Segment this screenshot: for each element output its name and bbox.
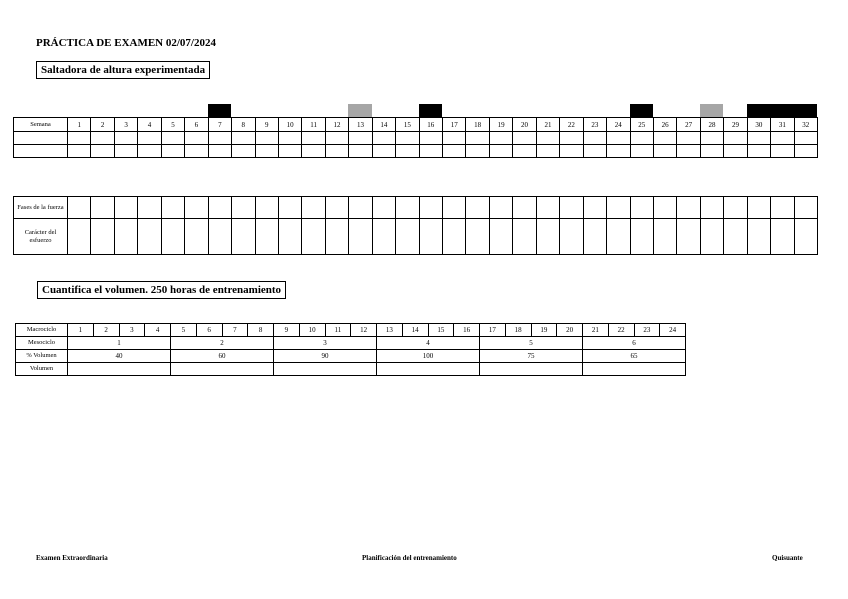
meso-volume-pct: 100 bbox=[377, 350, 480, 363]
meso-volume-pct: 65 bbox=[583, 350, 686, 363]
week-cell[interactable] bbox=[560, 219, 583, 255]
week-cell[interactable] bbox=[607, 132, 630, 145]
week-cell[interactable] bbox=[349, 132, 372, 145]
week-cell[interactable] bbox=[68, 197, 91, 219]
week-cell[interactable] bbox=[114, 197, 137, 219]
week-mark-black bbox=[419, 104, 442, 117]
week-label: Semana bbox=[14, 118, 68, 132]
week-cell[interactable] bbox=[536, 132, 559, 145]
week-cell[interactable] bbox=[513, 219, 536, 255]
week-cell[interactable] bbox=[583, 145, 606, 158]
week-cell[interactable] bbox=[255, 132, 278, 145]
week-number: 6 bbox=[185, 118, 208, 132]
week-cell[interactable] bbox=[396, 132, 419, 145]
week-number: 14 bbox=[372, 118, 395, 132]
macro-number: 17 bbox=[480, 324, 506, 337]
week-cell[interactable] bbox=[91, 145, 114, 158]
week-cell[interactable] bbox=[325, 197, 348, 219]
week-cell[interactable] bbox=[443, 197, 466, 219]
week-mark-gray bbox=[348, 104, 371, 117]
week-cell[interactable] bbox=[396, 197, 419, 219]
week-cell[interactable] bbox=[302, 132, 325, 145]
week-cell[interactable] bbox=[724, 197, 747, 219]
week-cell[interactable] bbox=[583, 197, 606, 219]
week-cell[interactable] bbox=[677, 219, 700, 255]
macro-number: 2 bbox=[93, 324, 119, 337]
macro-number: 5 bbox=[171, 324, 197, 337]
week-empty-row bbox=[14, 132, 818, 145]
week-cell[interactable] bbox=[91, 132, 114, 145]
phase-row-effort bbox=[14, 219, 818, 255]
macro-number: 24 bbox=[660, 324, 686, 337]
week-cell[interactable] bbox=[114, 219, 137, 255]
week-cell[interactable] bbox=[443, 219, 466, 255]
week-cell[interactable] bbox=[232, 132, 255, 145]
week-cell[interactable] bbox=[349, 219, 372, 255]
meso-number: 4 bbox=[377, 337, 480, 350]
week-cell[interactable] bbox=[255, 197, 278, 219]
week-cell[interactable] bbox=[232, 145, 255, 158]
week-number: 15 bbox=[396, 118, 419, 132]
macro-number: 19 bbox=[531, 324, 557, 337]
week-cell[interactable] bbox=[325, 132, 348, 145]
week-cell[interactable] bbox=[161, 219, 184, 255]
week-cell[interactable] bbox=[489, 219, 512, 255]
phase-label-strength: Fases de la fuerza bbox=[14, 197, 68, 219]
week-header-row bbox=[14, 118, 818, 132]
week-cell[interactable] bbox=[747, 197, 770, 219]
week-cell[interactable] bbox=[419, 145, 442, 158]
week-number: 9 bbox=[255, 118, 278, 132]
section-title-athlete: Saltadora de altura experimentada bbox=[36, 61, 210, 79]
meso-number: 6 bbox=[583, 337, 686, 350]
week-mark-black bbox=[747, 104, 770, 117]
week-number: 25 bbox=[630, 118, 653, 132]
week-cell[interactable] bbox=[677, 197, 700, 219]
week-cell[interactable] bbox=[747, 132, 770, 145]
week-number: 12 bbox=[325, 118, 348, 132]
week-cell[interactable] bbox=[114, 132, 137, 145]
week-cell[interactable] bbox=[653, 219, 676, 255]
week-cell[interactable] bbox=[513, 197, 536, 219]
week-number: 3 bbox=[114, 118, 137, 132]
week-cell[interactable] bbox=[419, 197, 442, 219]
week-cell[interactable] bbox=[560, 197, 583, 219]
week-cell[interactable] bbox=[700, 219, 723, 255]
week-cell[interactable] bbox=[794, 145, 817, 158]
week-mark-gray bbox=[700, 104, 723, 117]
week-cell[interactable] bbox=[653, 145, 676, 158]
phase-label-effort: Carácter del esfuerzo bbox=[14, 219, 68, 255]
week-cell[interactable] bbox=[255, 219, 278, 255]
meso-volume-pct: 60 bbox=[171, 350, 274, 363]
week-cell[interactable] bbox=[513, 132, 536, 145]
week-cell[interactable] bbox=[68, 132, 91, 145]
week-cell[interactable] bbox=[771, 132, 794, 145]
week-number: 20 bbox=[513, 118, 536, 132]
week-cell[interactable] bbox=[185, 219, 208, 255]
macro-number: 3 bbox=[119, 324, 145, 337]
week-cell[interactable] bbox=[794, 197, 817, 219]
week-mark-black bbox=[770, 104, 793, 117]
week-number: 28 bbox=[700, 118, 723, 132]
meso-row bbox=[16, 337, 686, 350]
week-cell[interactable] bbox=[138, 197, 161, 219]
week-number: 30 bbox=[747, 118, 770, 132]
week-cell[interactable] bbox=[302, 145, 325, 158]
meso-volume-pct: 90 bbox=[274, 350, 377, 363]
week-cell[interactable] bbox=[419, 132, 442, 145]
week-cell[interactable] bbox=[630, 219, 653, 255]
meso-volume-cell[interactable] bbox=[68, 363, 171, 376]
macro-number: 9 bbox=[274, 324, 300, 337]
week-cell[interactable] bbox=[443, 145, 466, 158]
week-number: 10 bbox=[278, 118, 301, 132]
week-cell[interactable] bbox=[325, 145, 348, 158]
week-mark-black bbox=[630, 104, 653, 117]
macro-number: 7 bbox=[222, 324, 248, 337]
week-cell[interactable] bbox=[372, 145, 395, 158]
week-cell[interactable] bbox=[255, 145, 278, 158]
week-cell[interactable] bbox=[724, 132, 747, 145]
week-cell[interactable] bbox=[794, 132, 817, 145]
vol-label: Volumen bbox=[16, 363, 68, 376]
week-number: 13 bbox=[349, 118, 372, 132]
week-cell[interactable] bbox=[653, 197, 676, 219]
meso-volume-pct: 75 bbox=[480, 350, 583, 363]
week-cell[interactable] bbox=[278, 145, 301, 158]
week-cell[interactable] bbox=[91, 219, 114, 255]
macro-number: 6 bbox=[196, 324, 222, 337]
macro-number: 1 bbox=[68, 324, 94, 337]
week-cell[interactable] bbox=[68, 219, 91, 255]
week-cell[interactable] bbox=[513, 145, 536, 158]
week-cell[interactable] bbox=[607, 197, 630, 219]
week-cell[interactable] bbox=[161, 132, 184, 145]
week-number: 2 bbox=[91, 118, 114, 132]
week-cell[interactable] bbox=[185, 132, 208, 145]
macro-table bbox=[15, 323, 686, 376]
week-number: 1 bbox=[68, 118, 91, 132]
week-cell[interactable] bbox=[653, 132, 676, 145]
meso-volume-pct: 40 bbox=[68, 350, 171, 363]
week-cell[interactable] bbox=[372, 219, 395, 255]
week-number: 7 bbox=[208, 118, 231, 132]
meso-volume-cell[interactable] bbox=[377, 363, 480, 376]
week-cell[interactable] bbox=[138, 145, 161, 158]
meso-number: 1 bbox=[68, 337, 171, 350]
week-cell[interactable] bbox=[325, 219, 348, 255]
week-cell[interactable] bbox=[185, 145, 208, 158]
week-cell[interactable] bbox=[583, 219, 606, 255]
week-cell[interactable] bbox=[466, 197, 489, 219]
week-number: 17 bbox=[443, 118, 466, 132]
week-cell[interactable] bbox=[161, 145, 184, 158]
week-cell[interactable] bbox=[161, 197, 184, 219]
week-cell[interactable] bbox=[560, 145, 583, 158]
week-cell[interactable] bbox=[630, 197, 653, 219]
week-cell[interactable] bbox=[208, 197, 231, 219]
week-cell[interactable] bbox=[278, 219, 301, 255]
week-cell[interactable] bbox=[700, 145, 723, 158]
week-cell[interactable] bbox=[14, 132, 68, 145]
week-cell[interactable] bbox=[208, 145, 231, 158]
week-cell[interactable] bbox=[91, 197, 114, 219]
meso-number: 5 bbox=[480, 337, 583, 350]
week-cell[interactable] bbox=[232, 219, 255, 255]
week-cell[interactable] bbox=[396, 219, 419, 255]
phase-row-strength bbox=[14, 197, 818, 219]
week-cell[interactable] bbox=[208, 132, 231, 145]
week-empty-row bbox=[14, 145, 818, 158]
meso-label: Mesociclo bbox=[16, 337, 68, 350]
week-cell[interactable] bbox=[68, 145, 91, 158]
week-cell[interactable] bbox=[302, 197, 325, 219]
week-cell[interactable] bbox=[724, 145, 747, 158]
macro-number: 20 bbox=[557, 324, 583, 337]
week-cell[interactable] bbox=[138, 219, 161, 255]
macro-row bbox=[16, 324, 686, 337]
week-number: 29 bbox=[724, 118, 747, 132]
meso-number: 2 bbox=[171, 337, 274, 350]
meso-volume-cell[interactable] bbox=[583, 363, 686, 376]
week-cell[interactable] bbox=[700, 132, 723, 145]
week-number: 31 bbox=[771, 118, 794, 132]
week-cell[interactable] bbox=[489, 132, 512, 145]
week-cell[interactable] bbox=[349, 145, 372, 158]
week-cell[interactable] bbox=[466, 219, 489, 255]
pct-label: % Volumen bbox=[16, 350, 68, 363]
meso-volume-cell[interactable] bbox=[480, 363, 583, 376]
week-cell[interactable] bbox=[489, 197, 512, 219]
footer-right: Quisuante bbox=[772, 554, 803, 562]
week-cell[interactable] bbox=[536, 145, 559, 158]
week-cell[interactable] bbox=[466, 145, 489, 158]
week-cell[interactable] bbox=[771, 197, 794, 219]
week-cell[interactable] bbox=[138, 132, 161, 145]
week-cell[interactable] bbox=[114, 145, 137, 158]
vol-row bbox=[16, 363, 686, 376]
macro-number: 23 bbox=[634, 324, 660, 337]
meso-volume-cell[interactable] bbox=[274, 363, 377, 376]
week-cell[interactable] bbox=[677, 132, 700, 145]
week-table bbox=[13, 117, 818, 158]
macro-number: 4 bbox=[145, 324, 171, 337]
week-number: 21 bbox=[536, 118, 559, 132]
footer-center: Planificación del entrenamiento bbox=[362, 554, 457, 562]
week-mark-black bbox=[208, 104, 231, 117]
macro-number: 14 bbox=[402, 324, 428, 337]
week-cell[interactable] bbox=[349, 197, 372, 219]
footer-left: Examen Extraordinaria bbox=[36, 554, 108, 562]
week-number: 4 bbox=[138, 118, 161, 132]
meso-volume-cell[interactable] bbox=[171, 363, 274, 376]
macro-number: 11 bbox=[325, 324, 351, 337]
phase-table bbox=[13, 196, 818, 255]
meso-number: 3 bbox=[274, 337, 377, 350]
week-number: 11 bbox=[302, 118, 325, 132]
macro-number: 18 bbox=[505, 324, 531, 337]
week-cell[interactable] bbox=[700, 197, 723, 219]
week-cell[interactable] bbox=[747, 145, 770, 158]
macro-number: 10 bbox=[299, 324, 325, 337]
week-number: 19 bbox=[489, 118, 512, 132]
week-mark-black bbox=[794, 104, 817, 117]
week-cell[interactable] bbox=[466, 132, 489, 145]
page-title: PRÁCTICA DE EXAMEN 02/07/2024 bbox=[36, 37, 216, 49]
week-cell[interactable] bbox=[607, 145, 630, 158]
week-number: 27 bbox=[677, 118, 700, 132]
week-cell[interactable] bbox=[372, 132, 395, 145]
week-cell[interactable] bbox=[677, 145, 700, 158]
macro-number: 21 bbox=[583, 324, 609, 337]
week-cell[interactable] bbox=[419, 219, 442, 255]
week-number: 16 bbox=[419, 118, 442, 132]
week-cell[interactable] bbox=[630, 132, 653, 145]
week-cell[interactable] bbox=[747, 219, 770, 255]
week-cell[interactable] bbox=[232, 197, 255, 219]
macro-number: 8 bbox=[248, 324, 274, 337]
week-cell[interactable] bbox=[583, 132, 606, 145]
week-number: 26 bbox=[653, 118, 676, 132]
week-number: 18 bbox=[466, 118, 489, 132]
week-cell[interactable] bbox=[794, 219, 817, 255]
week-number: 5 bbox=[161, 118, 184, 132]
week-cell[interactable] bbox=[396, 145, 419, 158]
week-cell[interactable] bbox=[771, 145, 794, 158]
week-cell[interactable] bbox=[208, 219, 231, 255]
week-cell[interactable] bbox=[607, 219, 630, 255]
macro-number: 22 bbox=[608, 324, 634, 337]
week-cell[interactable] bbox=[630, 145, 653, 158]
macro-number: 13 bbox=[377, 324, 403, 337]
section-title-volume: Cuantifica el volumen. 250 horas de entrenamiento bbox=[37, 281, 286, 299]
macro-number: 15 bbox=[428, 324, 454, 337]
week-number: 22 bbox=[560, 118, 583, 132]
week-cell[interactable] bbox=[372, 197, 395, 219]
week-cell[interactable] bbox=[724, 219, 747, 255]
week-number: 8 bbox=[232, 118, 255, 132]
week-number: 24 bbox=[607, 118, 630, 132]
macro-label: Macrociclo bbox=[16, 324, 68, 337]
week-cell[interactable] bbox=[771, 219, 794, 255]
week-number: 23 bbox=[583, 118, 606, 132]
week-cell[interactable] bbox=[489, 145, 512, 158]
macro-number: 16 bbox=[454, 324, 480, 337]
week-cell[interactable] bbox=[278, 132, 301, 145]
week-cell[interactable] bbox=[443, 132, 466, 145]
pct-row bbox=[16, 350, 686, 363]
week-cell[interactable] bbox=[560, 132, 583, 145]
week-number: 32 bbox=[794, 118, 817, 132]
week-cell[interactable] bbox=[185, 197, 208, 219]
week-cell[interactable] bbox=[278, 197, 301, 219]
week-cell[interactable] bbox=[536, 197, 559, 219]
week-cell[interactable] bbox=[14, 145, 68, 158]
week-cell[interactable] bbox=[302, 219, 325, 255]
macro-number: 12 bbox=[351, 324, 377, 337]
week-cell[interactable] bbox=[536, 219, 559, 255]
